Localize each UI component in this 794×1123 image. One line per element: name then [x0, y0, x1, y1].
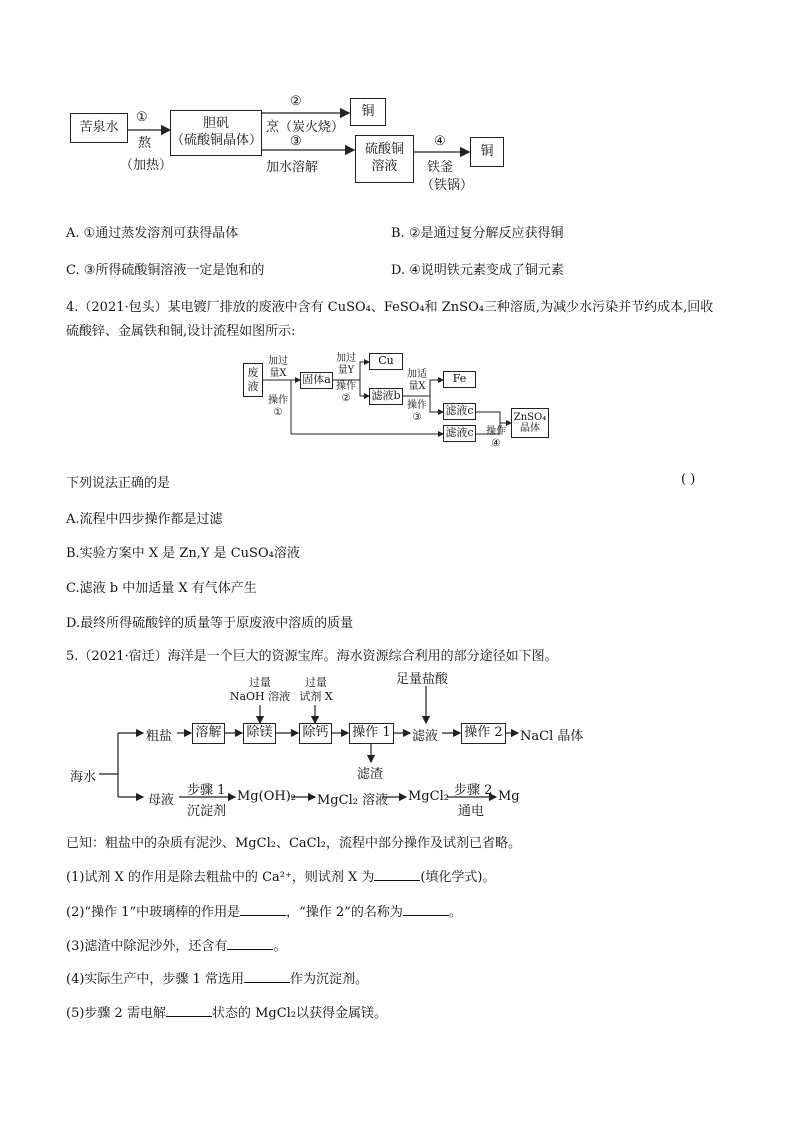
q5-2-text-a: (2)“操作 1”中玻璃棒的作用是: [66, 905, 241, 920]
q5-2-answer-blank-2[interactable]: [403, 903, 449, 916]
node-op-2: 操作 2: [461, 723, 506, 744]
q5-2-text-c: 。: [448, 905, 462, 920]
label-naoh: [222, 676, 298, 704]
node-alum-line2: （硫酸铜晶体）: [171, 133, 263, 148]
label-add-x-line1: 加过: [268, 356, 288, 367]
node-remove-ca: 除钙: [299, 723, 332, 744]
label-op-1-line2: ①: [273, 406, 283, 418]
q3-option-c: C. ③所得硫酸铜溶液一定是饱和的: [66, 263, 265, 278]
node-fe: Fe: [443, 371, 476, 388]
step1-number: ①: [136, 110, 148, 125]
node-mgcl2: MgCl₂: [408, 789, 449, 804]
q3-option-a: A. ①通过蒸发溶剂可获得晶体: [66, 226, 239, 241]
node-alum-line1: 胆矾: [202, 116, 229, 132]
label-op-4-line1: 操作: [486, 426, 506, 437]
label-op-4-line2: ④: [491, 437, 501, 449]
q4-answer-paren: ( ): [681, 472, 696, 487]
q5-subquestion-3: [66, 935, 286, 954]
node-filtrate-b: 滤液b: [369, 388, 403, 405]
q5-3-text-a: (3)滤渣中除泥沙外，还含有: [66, 939, 228, 954]
q3-option-b: B. ②是通过复分解反应获得铜: [391, 226, 564, 241]
label-op-2-line2: ②: [341, 392, 351, 404]
q5-5-text-a: (5)步骤 2 需电解: [66, 1006, 166, 1021]
node-solution-line1: 硫酸铜: [364, 142, 404, 158]
q4-intro-line1: 4.（2021·包头）某电镀厂排放的废液中含有 CuSO₄、FeSO₄和 ZnSO₄三种溶质,为减少水污染并节约成本,回收: [66, 300, 714, 315]
q5-subquestion-2: [66, 901, 462, 920]
q4-option-a: A.流程中四步操作都是过滤: [66, 512, 223, 527]
label-reagent-x: [291, 676, 341, 704]
step3-text: 加水溶解: [266, 160, 319, 175]
label-op-1-line1: 操作: [268, 395, 288, 406]
node-op-1: 操作 1: [349, 723, 394, 744]
label-op-2-line1: 操作: [336, 381, 356, 392]
node-residue: 滤渣: [357, 767, 384, 782]
node-dissolve: 溶解: [192, 723, 225, 744]
q5-2-answer-blank-1[interactable]: [240, 903, 286, 916]
q4-option-c: C.滤液 b 中加适量 X 有气体产生: [66, 581, 257, 596]
step4-number: ④: [434, 134, 446, 149]
label-reagent-x-line1: 过量: [305, 676, 327, 689]
label-add-x2-line1: 加适: [407, 369, 427, 380]
step1-text: 熬: [138, 136, 152, 151]
label-add-x-line2: 量X: [269, 367, 287, 379]
label-naoh-line1: 过量: [249, 676, 271, 689]
q5-subquestion-4: [66, 968, 368, 987]
node-cu: Cu: [369, 353, 403, 370]
node-mgcl2-solution: MgCl₂ 溶液: [317, 793, 389, 808]
q5-subquestion-1: [66, 866, 496, 885]
q5-3-text-b: 。: [273, 939, 287, 954]
q5-4-text-b: 作为沉淀剂。: [289, 972, 368, 987]
q4-intro-line2: 硫酸锌、金属铁和铜,设计流程如图所示:: [66, 324, 296, 339]
q5-4-text-a: (4)实际生产中，步骤 1 常选用: [66, 972, 244, 987]
label-electrify: 通电: [458, 804, 485, 819]
label-reagent-x-line2: 试剂 X: [299, 689, 333, 703]
node-copper-a: 铜: [350, 98, 386, 126]
step1-sub: （加热）: [120, 158, 173, 173]
label-step-1: 步骤 1: [187, 783, 226, 798]
node-solution-line2: 溶液: [371, 159, 398, 174]
step2-text: 烹（炭火烧）: [266, 120, 345, 135]
q4-prompt: 下列说法正确的是: [66, 476, 171, 491]
q5-5-text-b: 状态的 MgCl₂以获得金属镁。: [211, 1006, 388, 1021]
node-solid-a: 固体a: [300, 372, 333, 389]
node-filtrate-c-2: 滤液c: [443, 425, 476, 442]
q5-1-text-a: (1)试剂 X 的作用是除去粗盐中的 Ca²⁺，则试剂 X 为: [66, 870, 375, 885]
label-add-x2-line2: 量X: [408, 380, 426, 392]
q5-5-answer-blank[interactable]: [166, 1004, 212, 1017]
q5-intro: 5.（2021·宿迁）海洋是一个巨大的资源宝库。海水资源综合利用的部分途径如下图。: [66, 649, 558, 664]
q5-1-text-b: (填化学式)。: [420, 870, 496, 885]
q5-subquestion-5: [66, 1002, 387, 1021]
label-naoh-line2: NaOH 溶液: [229, 689, 291, 703]
step2-number: ②: [290, 94, 302, 109]
q5-3-answer-blank[interactable]: [227, 937, 273, 950]
node-znso4-line1: ZnSO₄: [513, 411, 547, 423]
node-seawater: 海水: [70, 770, 97, 785]
label-add-y-line1: 加过: [336, 353, 356, 364]
label-add-y-line2: 量Y: [337, 364, 355, 376]
node-waste-line2: 液: [247, 380, 259, 393]
node-crude-salt: 粗盐: [146, 729, 173, 744]
step4-text: 铁釜: [427, 160, 454, 175]
step3-number: ③: [290, 134, 302, 149]
node-filtrate-c-1: 滤液c: [443, 403, 476, 420]
q4-option-d: D.最终所得硫酸锌的质量等于原废液中溶质的质量: [66, 616, 354, 631]
label-op-3-line2: ③: [412, 411, 422, 423]
label-precipitant: 沉淀剂: [187, 804, 227, 819]
q4-option-b: B.实验方案中 X 是 Zn,Y 是 CuSO₄溶液: [66, 546, 300, 561]
label-step-2: 步骤 2: [454, 783, 493, 798]
node-mother-liquor: 母液: [148, 793, 175, 808]
step4-sub: （铁锅）: [421, 178, 474, 193]
q3-option-d: D. ④说明铁元素变成了铜元素: [391, 263, 564, 278]
node-waste-line1: 废: [247, 365, 259, 379]
node-mg: Mg: [498, 789, 520, 804]
node-nacl-crystal: NaCl 晶体: [520, 729, 584, 744]
node-bitter-spring: 苦泉水: [70, 113, 128, 143]
node-znso4-line2: 晶体: [520, 423, 540, 434]
label-hydrochloric-acid: 足量盐酸: [396, 672, 449, 687]
q5-4-answer-blank[interactable]: [244, 970, 290, 983]
node-copper-b: 铜: [470, 137, 504, 167]
node-mg-oh-2: Mg(OH)₂: [237, 789, 296, 804]
label-op-3-line1: 操作: [407, 400, 427, 411]
node-filtrate: 滤液: [412, 729, 439, 744]
q5-2-text-b: ，“操作 2”的名称为: [286, 905, 403, 920]
q5-known: 已知：粗盐中的杂质有泥沙、MgCl₂、CaCl₂，流程中部分操作及试剂已省略。: [66, 836, 521, 851]
node-remove-mg: 除镁: [243, 723, 276, 744]
q5-1-answer-blank[interactable]: [374, 868, 420, 881]
